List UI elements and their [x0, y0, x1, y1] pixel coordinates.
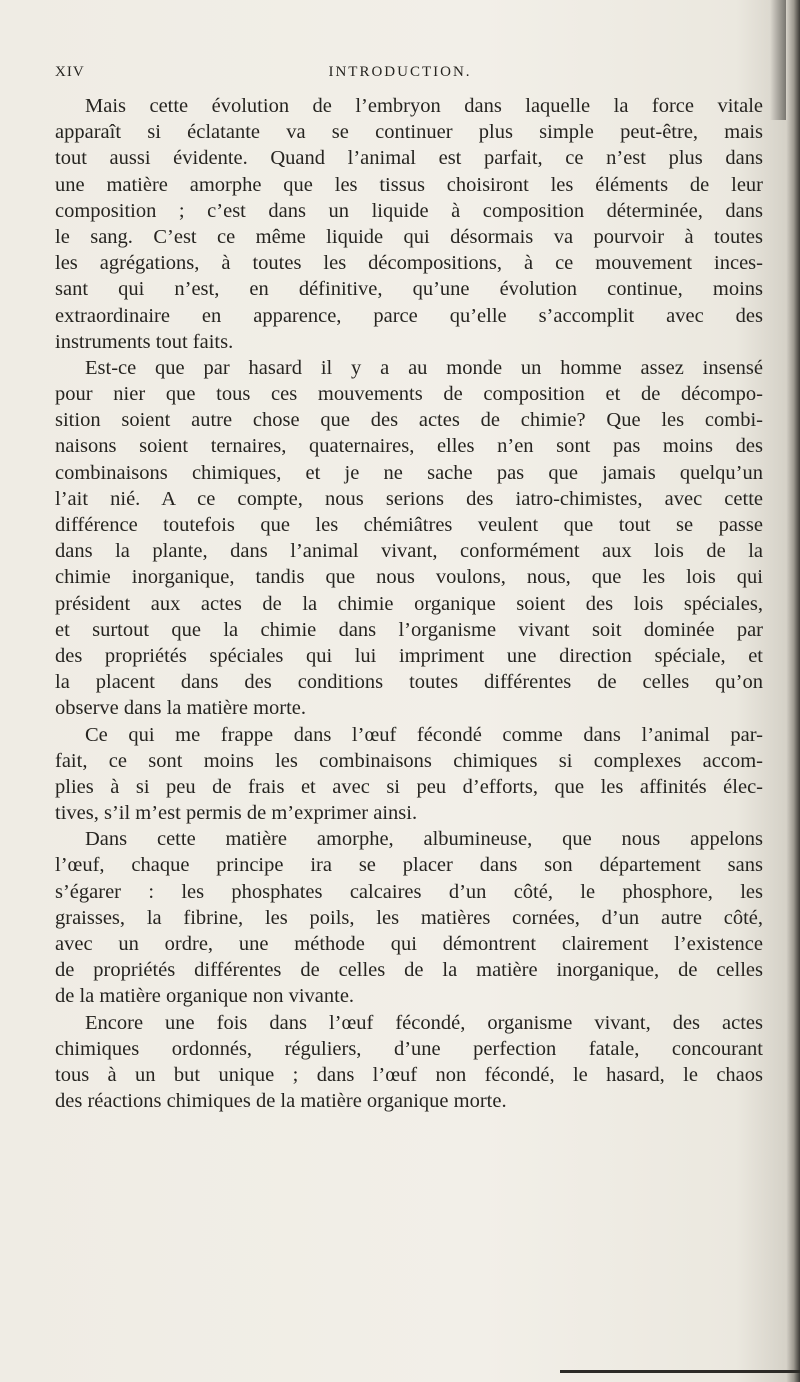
text-line: sition soient autre chose que des actes de chimie? Que les combi- — [55, 409, 763, 432]
paragraph — [55, 355, 763, 722]
text-line: de propriétés différentes de celles de la matière inorganique, de celles — [55, 959, 763, 982]
paragraph — [55, 93, 763, 355]
text-line: Mais cette évolution de l’embryon dans laquelle la force vitale — [85, 95, 763, 117]
text-line: fait, ce sont moins les combinaisons chimiques si complexes accom- — [55, 749, 763, 772]
text-line: instruments tout faits. — [55, 330, 234, 353]
text-line: une matière amorphe que les tissus choisiront les éléments de leur — [55, 173, 763, 196]
page-number: XIV — [55, 64, 85, 80]
text-line: tous à un but unique ; dans l’œuf non fécondé, le hasard, le chaos — [55, 1063, 763, 1086]
text-line: différence toutefois que les chémiâtres veulent que tout se passe — [55, 514, 763, 536]
text-line: le sang. C’est ce même liquide qui désormais va pourvoir à toutes — [55, 225, 763, 248]
text-line: Encore une fois dans l’œuf fécondé, organisme vivant, des actes — [85, 1011, 763, 1034]
page-edge — [786, 0, 800, 1382]
text-line: chimie inorganique, tandis que nous voulons, nous, que les lois qui — [55, 566, 763, 589]
text-line: Est-ce que par hasard il y a au monde un homme assez insensé — [85, 356, 763, 379]
text-line: des propriétés spéciales qui lui impriment une direction spéciale, et — [55, 644, 763, 667]
text-line: observe dans la matière morte. — [55, 697, 307, 720]
text-line: pour nier que tous ces mouvements de composition et de décompo- — [55, 383, 763, 406]
text-line: avec un ordre, une méthode qui démontrent clairement l’existence — [55, 933, 763, 955]
text-line: apparaît si éclatante va se continuer plus simple peut-être, mais — [55, 121, 763, 144]
text-line: et surtout que la chimie dans l’organisme vivant soit dominée par — [55, 618, 763, 641]
text-line: composition ; c’est dans un liquide à composition déterminée, dans — [55, 199, 763, 222]
text-line: tives, s’il m’est permis de m’exprimer ainsi. — [55, 802, 418, 825]
page-bottom-edge — [560, 1370, 800, 1373]
text-line: graisses, la fibrine, les poils, les matières cornées, d’un autre côté, — [55, 906, 763, 929]
text-line: naisons soient ternaires, quaternaires, elles n’en sont pas moins des — [55, 435, 763, 458]
text-line: sant qui n’est, en définitive, qu’une évolution continue, moins — [55, 278, 763, 301]
text-line: les agrégations, à toutes les décompositions, à ce mouvement inces- — [55, 252, 763, 275]
text-line: Ce qui me frappe dans l’œuf fécondé comme dans l’animal par- — [85, 723, 763, 746]
text-line: combinaisons chimiques, et je ne sache pas que jamais quelqu’un — [55, 461, 763, 484]
text-line: des réactions chimiques de la matière organique morte. — [55, 1090, 507, 1113]
text-line: Dans cette matière amorphe, albumineuse, que nous appelons — [85, 828, 763, 851]
text-line: dans la plante, dans l’animal vivant, conformément aux lois de la — [55, 540, 763, 563]
body-text — [55, 93, 763, 1114]
text-line: s’égarer : les phosphates calcaires d’un côté, le phosphore, les — [55, 880, 763, 903]
text-line: l’œuf, chaque principe ira se placer dans son département sans — [55, 854, 763, 877]
running-head — [55, 64, 745, 88]
paragraph — [55, 826, 763, 1009]
running-title: INTRODUCTION. — [328, 64, 472, 80]
paragraph — [55, 722, 763, 827]
text-line: chimiques ordonnés, réguliers, d’une perfection fatale, concourant — [55, 1037, 763, 1060]
paragraph — [55, 1010, 763, 1115]
text-line: la placent dans des conditions toutes différentes de celles qu’on — [55, 671, 763, 694]
text-line: président aux actes de la chimie organique soient des lois spéciales, — [55, 592, 763, 615]
text-line: l’ait nié. A ce compte, nous serions des iatro-chimistes, avec cette — [55, 487, 763, 510]
text-line: plies à si peu de frais et avec si peu d’efforts, que les affinités élec- — [55, 775, 763, 798]
text-line: de la matière organique non vivante. — [55, 985, 355, 1008]
text-line: extraordinaire en apparence, parce qu’elle s’accomplit avec des — [55, 304, 763, 327]
text-line: tout aussi évidente. Quand l’animal est parfait, ce n’est plus dans — [55, 147, 763, 170]
